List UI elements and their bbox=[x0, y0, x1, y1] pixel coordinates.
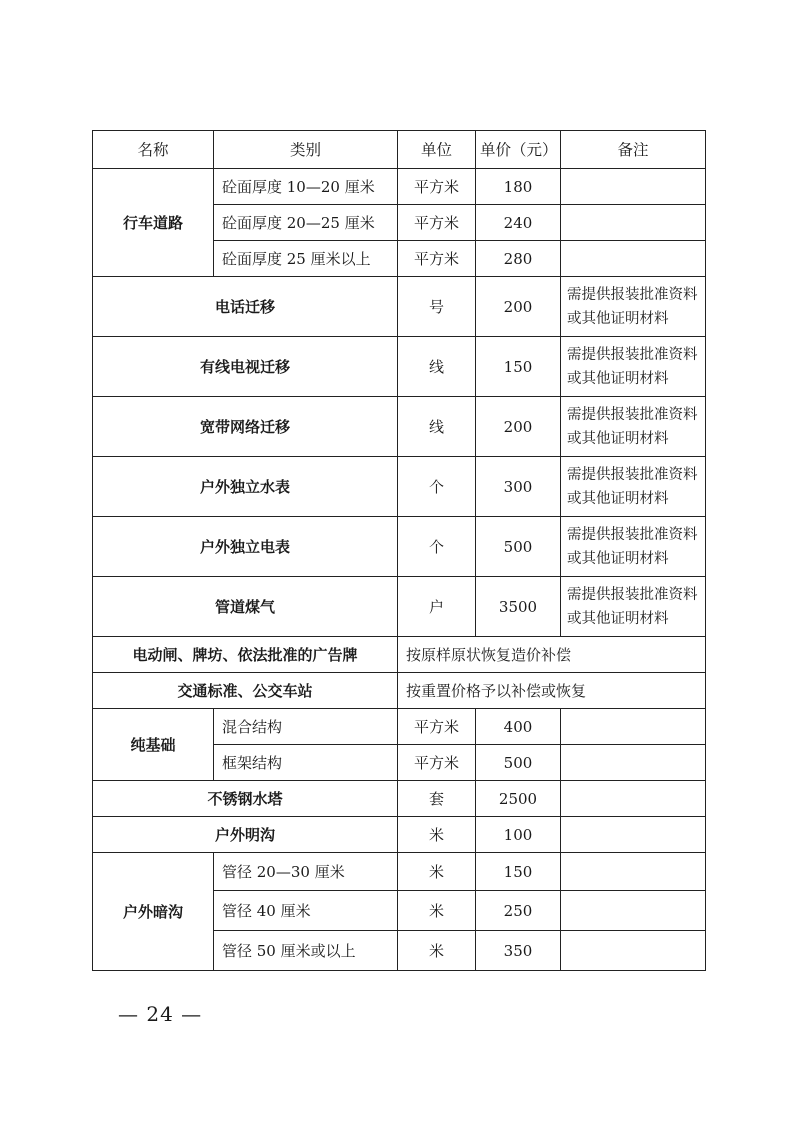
row-name-phone: 电话迁移 bbox=[93, 277, 398, 337]
cell-price: 200 bbox=[476, 277, 561, 337]
table-row bbox=[93, 853, 706, 891]
cell-unit: 平方米 bbox=[398, 745, 476, 781]
cell-unit: 米 bbox=[398, 931, 476, 971]
table-row bbox=[93, 637, 706, 673]
row-name-gas: 管道煤气 bbox=[93, 577, 398, 637]
table-row bbox=[93, 709, 706, 745]
table-row bbox=[93, 817, 706, 853]
cell-note bbox=[561, 817, 706, 853]
cell-category: 管径 50 厘米或以上 bbox=[214, 931, 398, 971]
cell-price: 300 bbox=[476, 457, 561, 517]
cell-unit: 米 bbox=[398, 853, 476, 891]
cell-unit: 平方米 bbox=[398, 709, 476, 745]
row-name-elecmeter: 户外独立电表 bbox=[93, 517, 398, 577]
cell-note bbox=[561, 891, 706, 931]
cell-category: 管径 40 厘米 bbox=[214, 891, 398, 931]
cell-unit: 个 bbox=[398, 457, 476, 517]
row-name-watermeter: 户外独立水表 bbox=[93, 457, 398, 517]
header-unit: 单位 bbox=[398, 131, 476, 169]
cell-note bbox=[561, 853, 706, 891]
table-header-row bbox=[93, 131, 706, 169]
table-row bbox=[93, 397, 706, 457]
cell-price: 150 bbox=[476, 853, 561, 891]
cell-price: 180 bbox=[476, 169, 561, 205]
cell-price: 100 bbox=[476, 817, 561, 853]
compensation-price-table bbox=[92, 130, 706, 971]
cell-note: 需提供报装批准资料或其他证明材料 bbox=[561, 577, 706, 637]
header-note: 备注 bbox=[561, 131, 706, 169]
cell-note bbox=[561, 745, 706, 781]
cell-price: 3500 bbox=[476, 577, 561, 637]
cell-category: 砼面厚度 10—20 厘米 bbox=[214, 169, 398, 205]
cell-category: 砼面厚度 20—25 厘米 bbox=[214, 205, 398, 241]
cell-category: 混合结构 bbox=[214, 709, 398, 745]
table-row bbox=[93, 169, 706, 205]
cell-price: 240 bbox=[476, 205, 561, 241]
table-row bbox=[93, 457, 706, 517]
cell-unit: 平方米 bbox=[398, 169, 476, 205]
header-price: 单价（元） bbox=[476, 131, 561, 169]
row-name-covereddrain: 户外暗沟 bbox=[93, 853, 214, 971]
cell-unit: 户 bbox=[398, 577, 476, 637]
header-name: 名称 bbox=[93, 131, 214, 169]
row-name-road: 行车道路 bbox=[93, 169, 214, 277]
cell-price: 250 bbox=[476, 891, 561, 931]
table-row bbox=[93, 337, 706, 397]
cell-unit: 号 bbox=[398, 277, 476, 337]
table-row bbox=[93, 781, 706, 817]
cell-note: 需提供报装批准资料或其他证明材料 bbox=[561, 337, 706, 397]
cell-note bbox=[561, 709, 706, 745]
cell-price: 2500 bbox=[476, 781, 561, 817]
cell-note: 需提供报装批准资料或其他证明材料 bbox=[561, 397, 706, 457]
cell-price: 150 bbox=[476, 337, 561, 397]
cell-price: 400 bbox=[476, 709, 561, 745]
header-category: 类别 bbox=[214, 131, 398, 169]
cell-price: 500 bbox=[476, 745, 561, 781]
page-number: — 24 — bbox=[118, 1002, 203, 1026]
cell-unit: 套 bbox=[398, 781, 476, 817]
row-name-foundation: 纯基础 bbox=[93, 709, 214, 781]
row-name-watertower: 不锈钢水塔 bbox=[93, 781, 398, 817]
table-row bbox=[93, 277, 706, 337]
cell-note bbox=[561, 931, 706, 971]
cell-note: 需提供报装批准资料或其他证明材料 bbox=[561, 457, 706, 517]
cell-note: 需提供报装批准资料或其他证明材料 bbox=[561, 517, 706, 577]
cell-note bbox=[561, 205, 706, 241]
cell-price: 280 bbox=[476, 241, 561, 277]
table-row bbox=[93, 577, 706, 637]
row-name-broadband: 宽带网络迁移 bbox=[93, 397, 398, 457]
row-name-traffic: 交通标准、公交车站 bbox=[93, 673, 398, 709]
cell-unit: 线 bbox=[398, 397, 476, 457]
cell-rule: 按重置价格予以补偿或恢复 bbox=[398, 673, 706, 709]
cell-price: 500 bbox=[476, 517, 561, 577]
cell-note bbox=[561, 241, 706, 277]
cell-price: 350 bbox=[476, 931, 561, 971]
cell-category: 框架结构 bbox=[214, 745, 398, 781]
cell-unit: 平方米 bbox=[398, 241, 476, 277]
row-name-gates: 电动闸、牌坊、依法批准的广告牌 bbox=[93, 637, 398, 673]
cell-note bbox=[561, 169, 706, 205]
table-row bbox=[93, 673, 706, 709]
table-row bbox=[93, 517, 706, 577]
cell-unit: 线 bbox=[398, 337, 476, 397]
cell-category: 砼面厚度 25 厘米以上 bbox=[214, 241, 398, 277]
cell-note: 需提供报装批准资料或其他证明材料 bbox=[561, 277, 706, 337]
cell-unit: 平方米 bbox=[398, 205, 476, 241]
cell-category: 管径 20—30 厘米 bbox=[214, 853, 398, 891]
row-name-opendrain: 户外明沟 bbox=[93, 817, 398, 853]
cell-price: 200 bbox=[476, 397, 561, 457]
row-name-cabletv: 有线电视迁移 bbox=[93, 337, 398, 397]
cell-rule: 按原样原状恢复造价补偿 bbox=[398, 637, 706, 673]
cell-unit: 米 bbox=[398, 891, 476, 931]
cell-unit: 个 bbox=[398, 517, 476, 577]
cell-unit: 米 bbox=[398, 817, 476, 853]
cell-note bbox=[561, 781, 706, 817]
